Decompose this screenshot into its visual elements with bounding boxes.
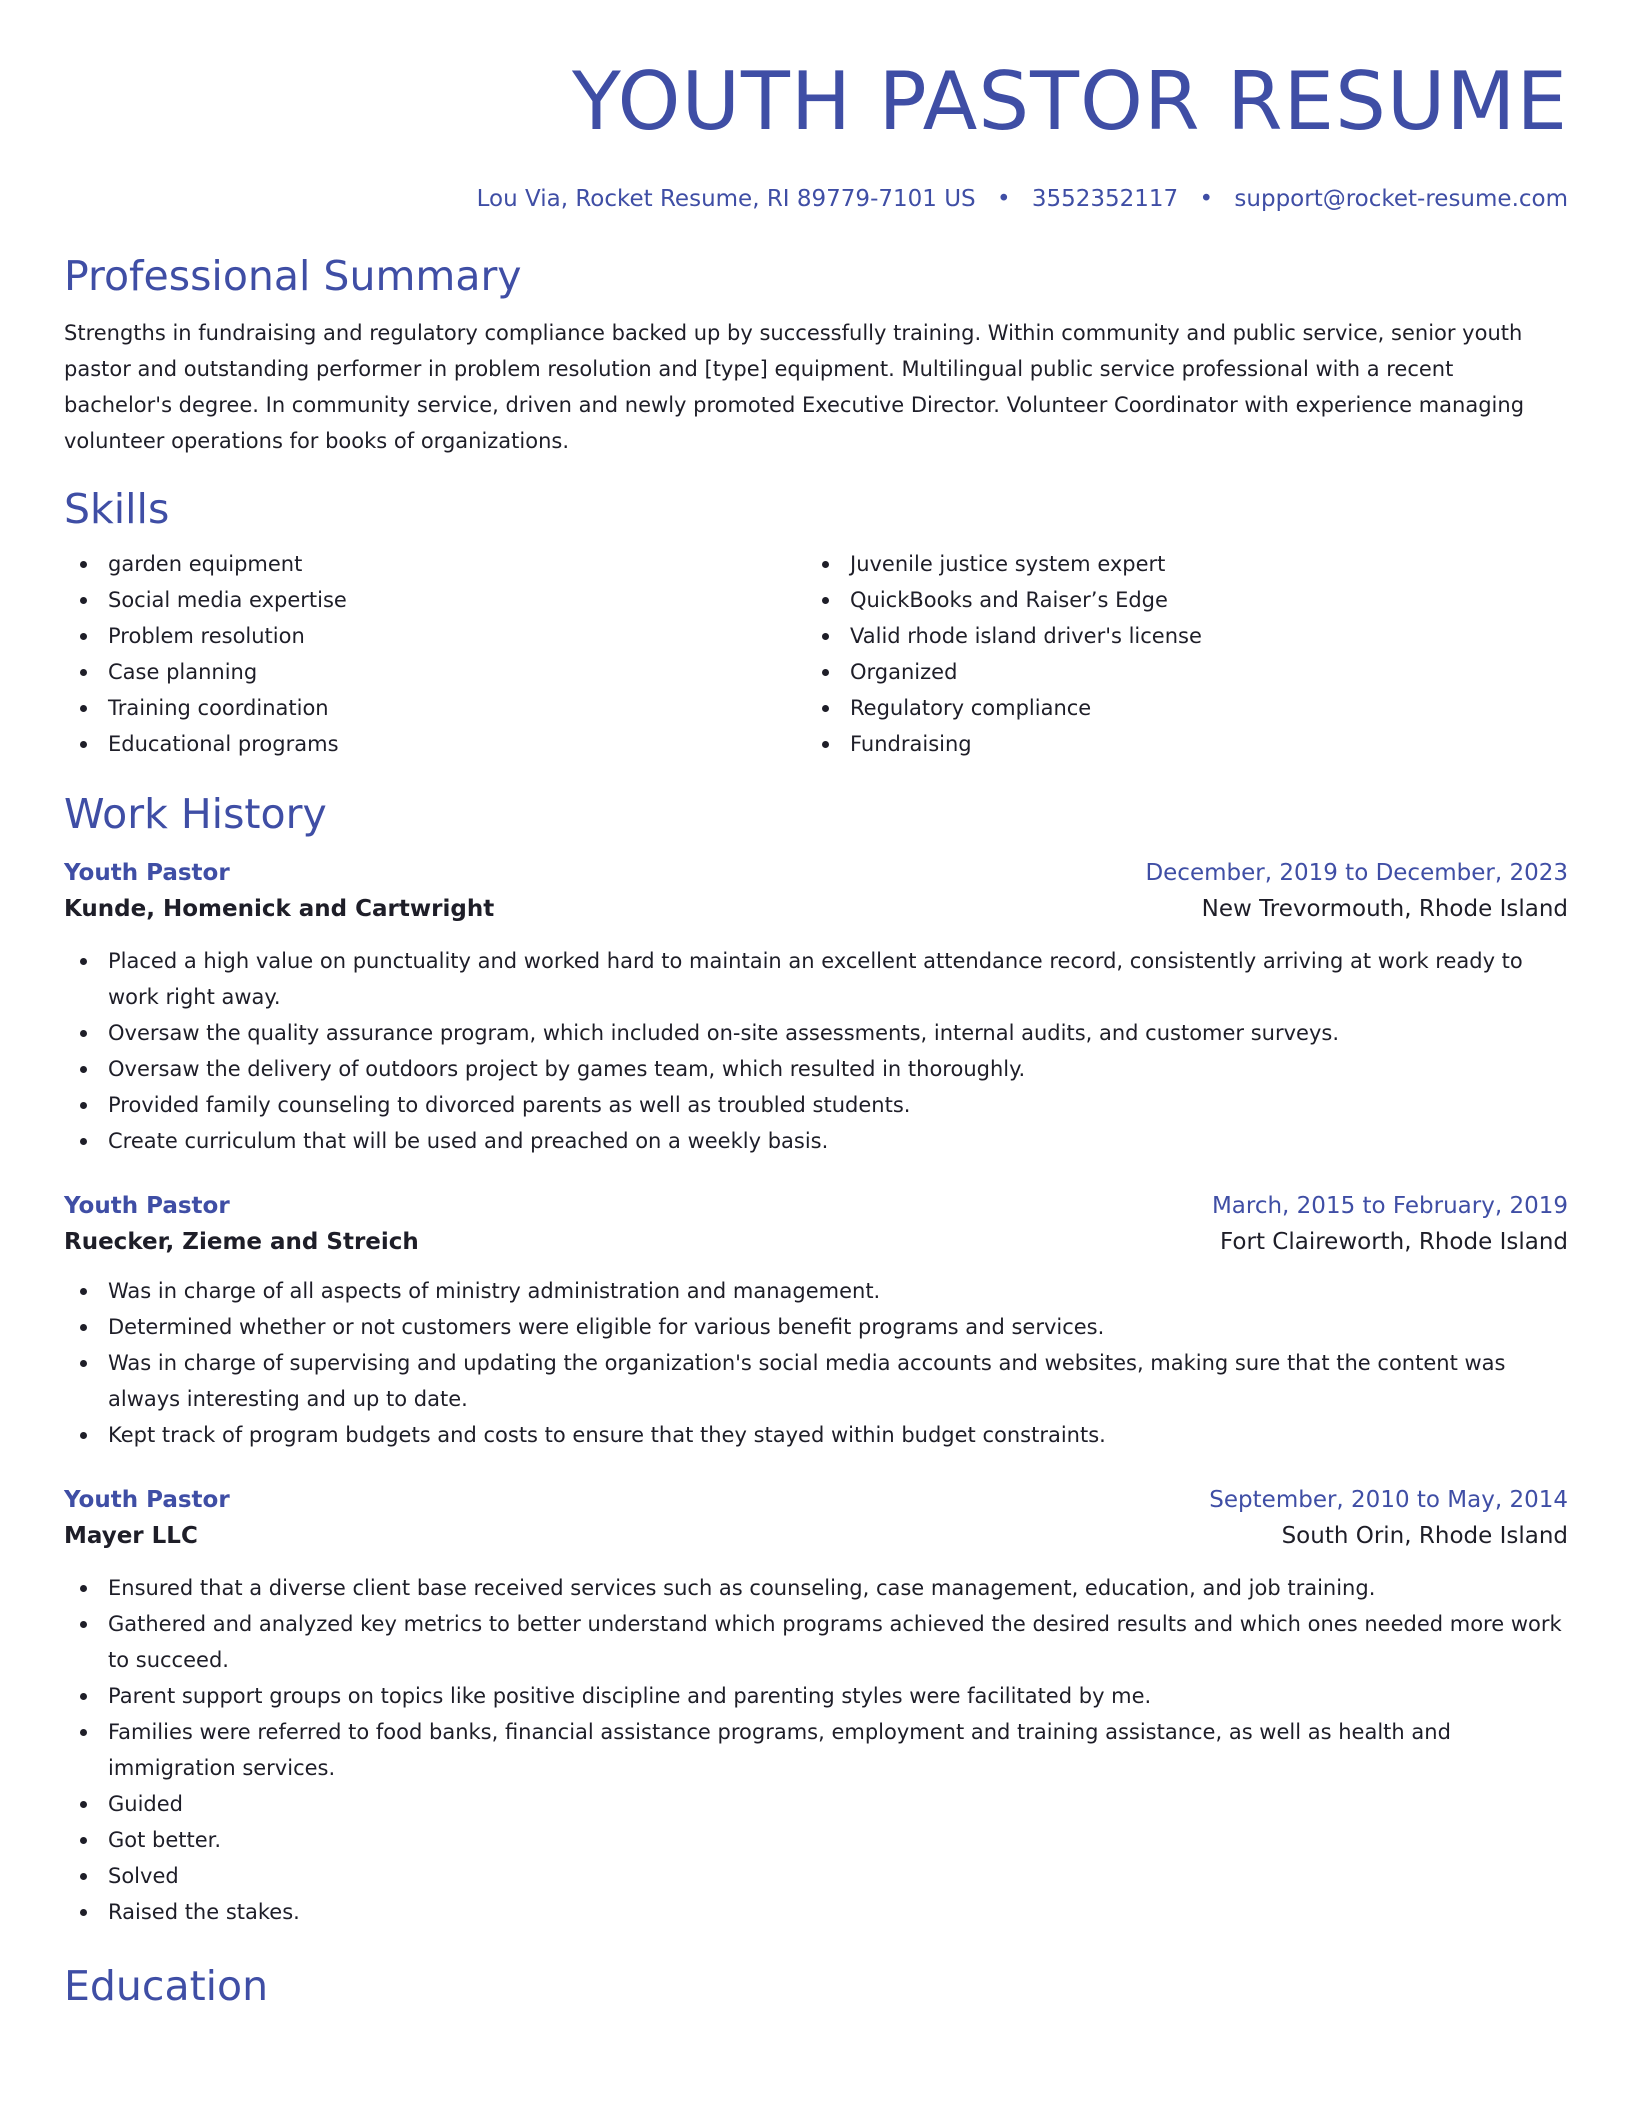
job-header-row (64, 1483, 1568, 1517)
job-entry (64, 1483, 1568, 1930)
job-duty: Families were referred to food banks, financial assistance programs, employment and training assistance, as well as health and immigration services. (64, 1714, 1568, 1786)
summary-heading: Professional Summary (64, 252, 522, 300)
skill-item: QuickBooks and Raiser’s Edge (806, 582, 1548, 618)
skill-item: Educational programs (64, 726, 806, 762)
job-dates: March, 2015 to February, 2019 (1211, 1193, 1568, 1219)
skills-list-left (64, 546, 806, 762)
skills-list-right (806, 546, 1548, 762)
job-header-row (64, 856, 1568, 890)
job-duty: Kept track of program budgets and costs to ensure that they stayed within budget constraints. (64, 1417, 1568, 1453)
skill-item: Problem resolution (64, 618, 806, 654)
job-employer-row (64, 1223, 1568, 1261)
summary-text: Strengths in fundraising and regulatory compliance backed up by successfully training. Within community and public service, senior youth pastor and outstanding performer in problem resolution and [type] equipment. Multilingual public service professional with a recent bachelor's degree. In community service, driven and newly promoted Executive Director. Volunteer Coordinator with experience managing volunteer operations for books of organizations. (64, 321, 1525, 453)
job-duty: Determined whether or not customers were eligible for various benefit programs and services. (64, 1309, 1568, 1345)
resume-title: YOUTH PASTOR RESUME (572, 55, 1568, 148)
job-duty: Placed a high value on punctuality and worked hard to maintain an excellent attendance record, consistently arriving at work ready to work right away. (64, 943, 1568, 1015)
contact-line (64, 184, 1568, 214)
skill-item: Valid rhode island driver's license (806, 618, 1548, 654)
skills-grid (64, 546, 1568, 762)
job-duty: Oversaw the quality assurance program, which included on-site assessments, internal audits, and customer surveys. (64, 1015, 1568, 1051)
job-header-row (64, 1189, 1568, 1223)
job-title: Youth Pastor (64, 1193, 230, 1219)
job-location: Fort Claireworth, Rhode Island (1220, 1229, 1568, 1255)
job-entry (64, 1189, 1568, 1453)
job-duty: Ensured that a diverse client base received services such as counseling, case management, education, and job training. (64, 1570, 1568, 1606)
job-duty: Gathered and analyzed key metrics to better understand which programs achieved the desired results and which ones needed more work to succeed. (64, 1606, 1568, 1678)
job-location: New Trevormouth, Rhode Island (1201, 896, 1568, 922)
job-company: Mayer LLC (64, 1523, 198, 1549)
job-duties (64, 943, 1568, 1159)
job-employer-row (64, 890, 1568, 928)
job-duty: Parent support groups on topics like positive discipline and parenting styles were facilitated by me. (64, 1678, 1568, 1714)
job-dates: December, 2019 to December, 2023 (1145, 860, 1568, 886)
job-duties (64, 1273, 1568, 1453)
skill-item: Fundraising (806, 726, 1548, 762)
job-duty: Provided family counseling to divorced parents as well as troubled students. (64, 1087, 1568, 1123)
job-duty: Got better. (64, 1822, 1568, 1858)
skill-item: Juvenile justice system expert (806, 546, 1548, 582)
contact-email[interactable]: support@rocket-resume.com (1234, 186, 1568, 212)
skill-item: Case planning (64, 654, 806, 690)
skill-item: garden equipment (64, 546, 806, 582)
job-duty: Guided (64, 1786, 1568, 1822)
work-heading: Work History (64, 790, 327, 838)
job-duty: Create curriculum that will be used and preached on a weekly basis. (64, 1123, 1568, 1159)
skill-item: Organized (806, 654, 1548, 690)
skills-heading: Skills (64, 485, 170, 533)
job-duty: Oversaw the delivery of outdoors project by games team, which resulted in thoroughly. (64, 1051, 1568, 1087)
contact-separator: • (996, 186, 1011, 212)
job-company: Kunde, Homenick and Cartwright (64, 896, 495, 922)
skill-item: Regulatory compliance (806, 690, 1548, 726)
job-location: South Orin, Rhode Island (1281, 1523, 1568, 1549)
resume-page (64, 0, 1568, 2012)
job-title: Youth Pastor (64, 1487, 230, 1513)
contact-separator: • (1199, 186, 1214, 212)
job-duty: Was in charge of all aspects of ministry administration and management. (64, 1273, 1568, 1309)
skill-item: Social media expertise (64, 582, 806, 618)
job-company: Ruecker, Zieme and Streich (64, 1229, 419, 1255)
job-title: Youth Pastor (64, 860, 230, 886)
job-entry (64, 856, 1568, 1159)
skill-item: Training coordination (64, 690, 806, 726)
contact-phone: 3552352117 (1031, 186, 1179, 212)
contact-address: Lou Via, Rocket Resume, RI 89779-7101 US (476, 186, 976, 212)
job-duty: Solved (64, 1858, 1568, 1894)
education-heading: Education (64, 1962, 269, 2010)
job-duty: Raised the stakes. (64, 1894, 1568, 1930)
job-duties (64, 1570, 1568, 1930)
job-employer-row (64, 1517, 1568, 1555)
job-duty: Was in charge of supervising and updating the organization's social media accounts and websites, making sure that the content was always interesting and up to date. (64, 1345, 1568, 1417)
job-dates: September, 2010 to May, 2014 (1209, 1487, 1568, 1513)
